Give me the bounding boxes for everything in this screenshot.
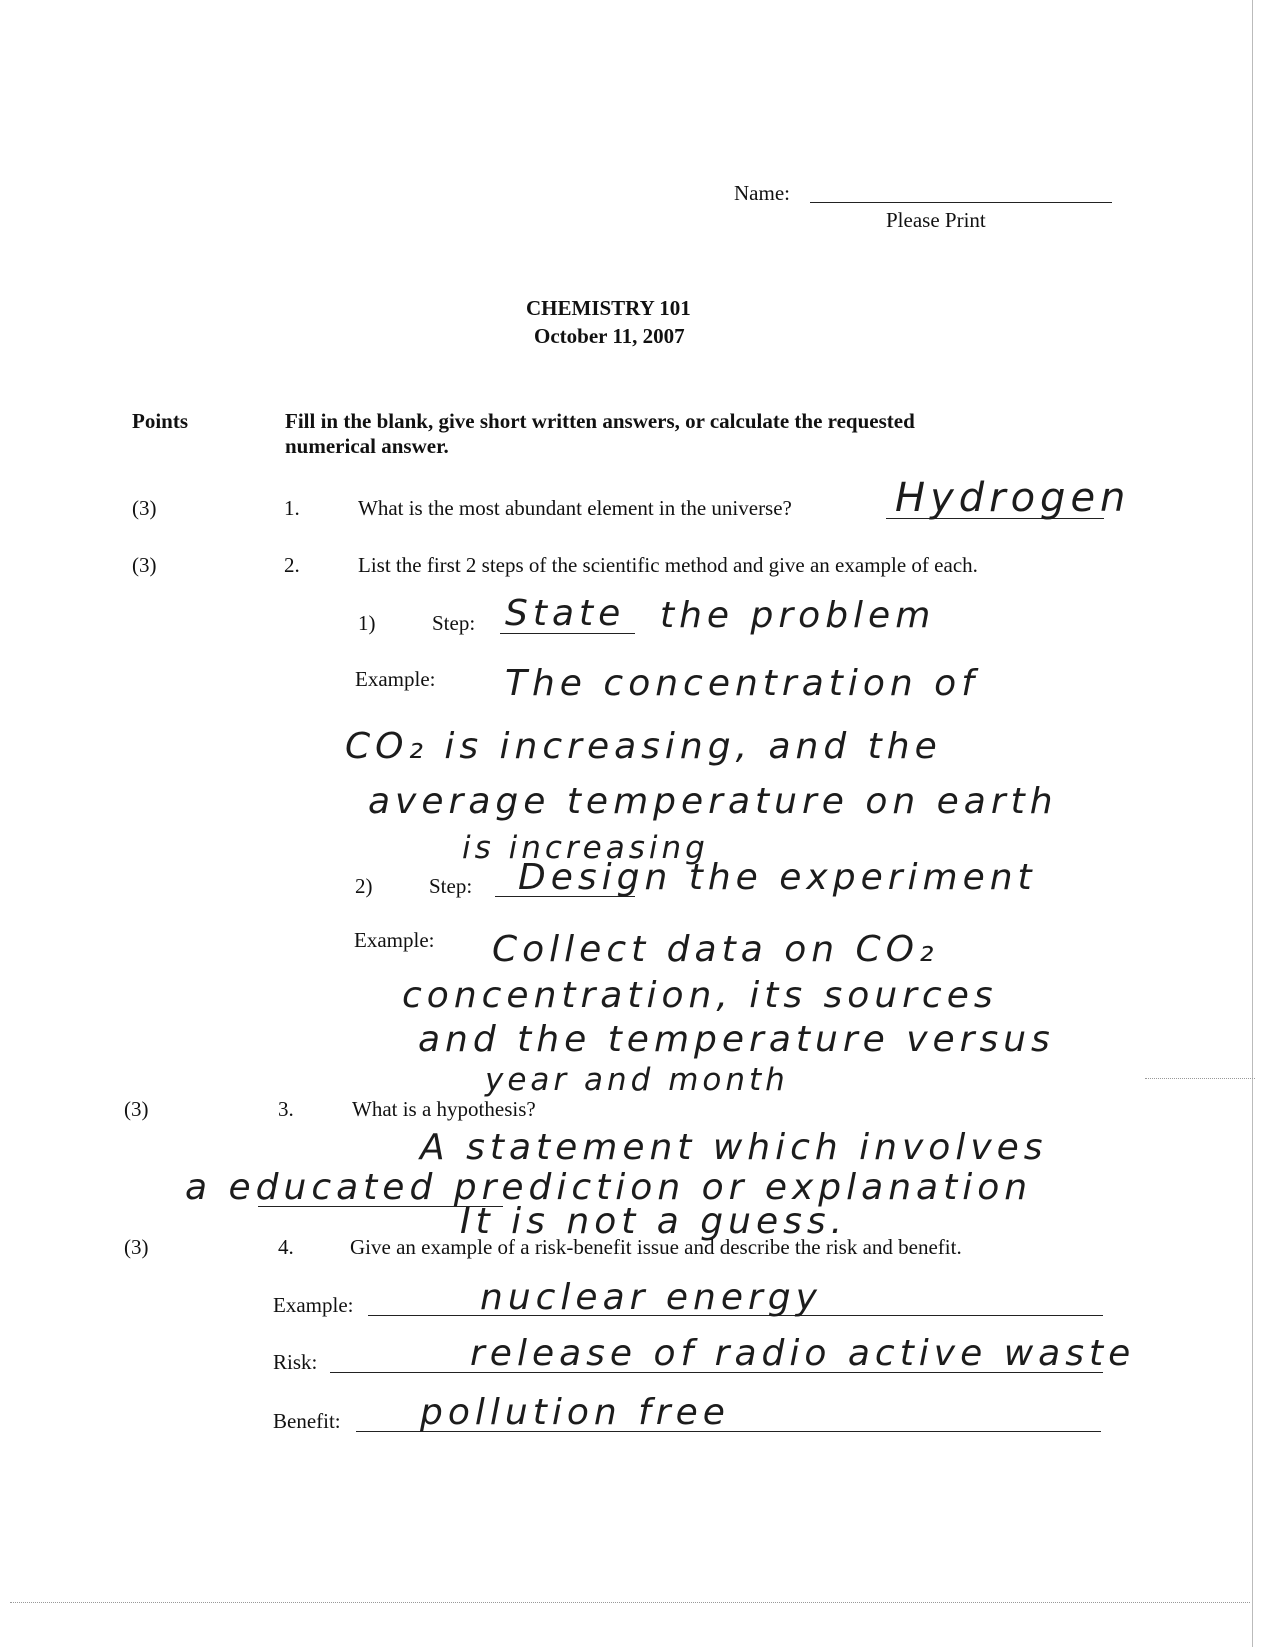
- q2-step1-answer-a: State: [505, 593, 626, 634]
- scan-noise-line: [10, 1602, 1250, 1603]
- q4-number: 4.: [278, 1235, 294, 1259]
- q2-step2-example-label: Example:: [354, 928, 435, 952]
- points-header: Points: [132, 409, 189, 433]
- q2-points: (3): [132, 553, 157, 577]
- exam-date: October 11, 2007: [534, 324, 685, 348]
- q3-answer-line-2: a educated prediction or explanation: [185, 1167, 1033, 1208]
- page-edge-shadow: [1252, 0, 1253, 1647]
- q2-step2-example-line-3: and the temperature versus: [418, 1019, 1055, 1060]
- q4-benefit-label: Benefit:: [273, 1409, 341, 1433]
- q2-step2-example-line-1: Collect data on CO₂: [492, 929, 939, 970]
- q2-step1-label: Step:: [432, 611, 476, 635]
- q3-text: What is a hypothesis?: [352, 1097, 536, 1121]
- q2-step2-example-line-2: concentration, its sources: [402, 975, 998, 1016]
- q2-text: List the first 2 steps of the scientific method and give an example of each.: [358, 553, 978, 577]
- q4-example-label: Example:: [273, 1293, 354, 1317]
- q2-step1-example-line-2: CO₂ is increasing, and the: [345, 726, 942, 767]
- q3-number: 3.: [278, 1097, 294, 1121]
- page-speck-line: [1145, 1078, 1255, 1079]
- q3-points: (3): [124, 1097, 149, 1121]
- course-title: CHEMISTRY 101: [526, 296, 691, 320]
- q4-risk-answer: release of radio active waste: [470, 1333, 1136, 1374]
- q2-step1-example-line-3: average temperature on earth: [368, 781, 1058, 822]
- instructions-line-2: numerical answer.: [285, 434, 449, 458]
- q2-step1-answer-b: the problem: [660, 595, 936, 636]
- q2-step2-example-line-4: year and month: [485, 1062, 789, 1098]
- q4-risk-label: Risk:: [273, 1350, 318, 1374]
- q4-points: (3): [124, 1235, 149, 1259]
- q2-step2-label: Step:: [429, 874, 473, 898]
- q4-benefit-answer: pollution free: [420, 1392, 730, 1433]
- q2-step1-example-label: Example:: [355, 667, 436, 691]
- name-field[interactable]: [810, 202, 1112, 203]
- q3-answer-line-3: It is not a guess.: [460, 1201, 848, 1242]
- q1-answer: Hydrogen: [895, 475, 1131, 521]
- q2-number: 2.: [284, 553, 300, 577]
- q2-step1-index: 1): [358, 611, 376, 635]
- name-hint: Please Print: [886, 208, 986, 232]
- q2-step1-example-line-1: The concentration of: [505, 663, 979, 704]
- q1-number: 1.: [284, 496, 300, 520]
- q2-step2-index: 2): [355, 874, 373, 898]
- q3-answer-line-1: A statement which involves: [420, 1127, 1048, 1168]
- q4-text: Give an example of a risk-benefit issue and describe the risk and benefit.: [350, 1235, 962, 1259]
- q1-text: What is the most abundant element in the universe?: [358, 496, 792, 520]
- instructions-line-1: Fill in the blank, give short written answers, or calculate the requested: [285, 409, 915, 433]
- q2-step1-example-line-4: is increasing: [462, 830, 709, 866]
- q1-points: (3): [132, 496, 157, 520]
- name-label: Name:: [734, 181, 790, 205]
- q4-example-answer: nuclear energy: [480, 1277, 822, 1318]
- q2-step2-answer: Design the experiment: [518, 857, 1037, 898]
